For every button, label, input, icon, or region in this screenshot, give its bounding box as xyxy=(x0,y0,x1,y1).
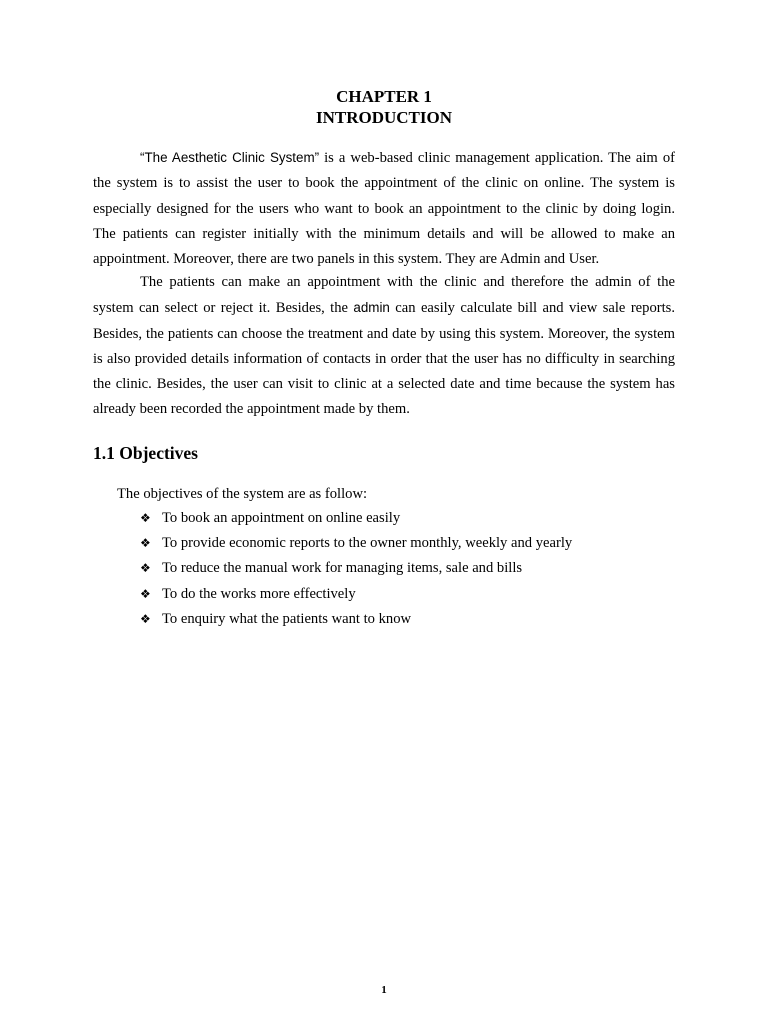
diamond-bullet-icon: ❖ xyxy=(140,611,151,626)
list-item xyxy=(140,531,572,556)
intro-paragraph-2 xyxy=(93,270,675,423)
intro-paragraph-2-text-start: The patients can make an appointment with the clinic and therefore the admin of the system can select or reject it. Besides, the xyxy=(93,274,675,317)
list-item xyxy=(140,607,572,632)
objectives-intro: The objectives of the system are as follow: xyxy=(117,486,368,502)
list-item xyxy=(140,582,572,607)
objectives-heading: 1.1 Objectives xyxy=(93,443,198,463)
intro-paragraph-1-text: is a web-based clinic management application. The aim of the system is to assist the user to book the appointment of the clinic on online. The system is especially designed for the users who want to book an appointment to the clinic by doing login. The patients can register initially with the minimum details and will be allowed to make an appointment. Moreover, there are two panels in this system. They are Admin and User. xyxy=(93,150,675,268)
diamond-bullet-icon: ❖ xyxy=(140,511,151,525)
admin-word: admin xyxy=(353,300,390,316)
chapter-title: INTRODUCTION xyxy=(315,108,453,127)
system-name-quote: “The Aesthetic Clinic System” xyxy=(140,150,320,165)
page-number: 1 xyxy=(381,984,387,996)
intro-paragraph-2-text-end: can easily calculate bill and view sale reports. Besides, the patients can choose the treatment and date by using this system. Moreover, the system is also provided details information of contacts in order that the user has no difficulty in searching the clinic. Besides, the user can visit to clinic at a selected date and time because the system has already been recorded the appointment made by them. xyxy=(93,300,675,418)
list-item xyxy=(140,556,572,581)
diamond-bullet-icon: ❖ xyxy=(140,586,151,601)
objective-text: To provide economic reports to the owner monthly, weekly and yearly xyxy=(162,535,573,552)
objective-text: To enquiry what the patients want to know xyxy=(162,610,412,627)
list-item xyxy=(140,506,572,531)
chapter-label: CHAPTER 1 xyxy=(336,87,432,106)
objective-text: To book an appointment on online easily xyxy=(162,510,401,526)
objectives-list xyxy=(140,506,572,632)
objective-text: To reduce the manual work for managing items, sale and bills xyxy=(162,560,523,577)
intro-paragraph-1 xyxy=(93,145,675,272)
objective-text: To do the works more effectively xyxy=(162,585,356,602)
diamond-bullet-icon: ❖ xyxy=(140,536,151,551)
diamond-bullet-icon: ❖ xyxy=(140,561,151,576)
chapter-heading xyxy=(0,86,768,128)
